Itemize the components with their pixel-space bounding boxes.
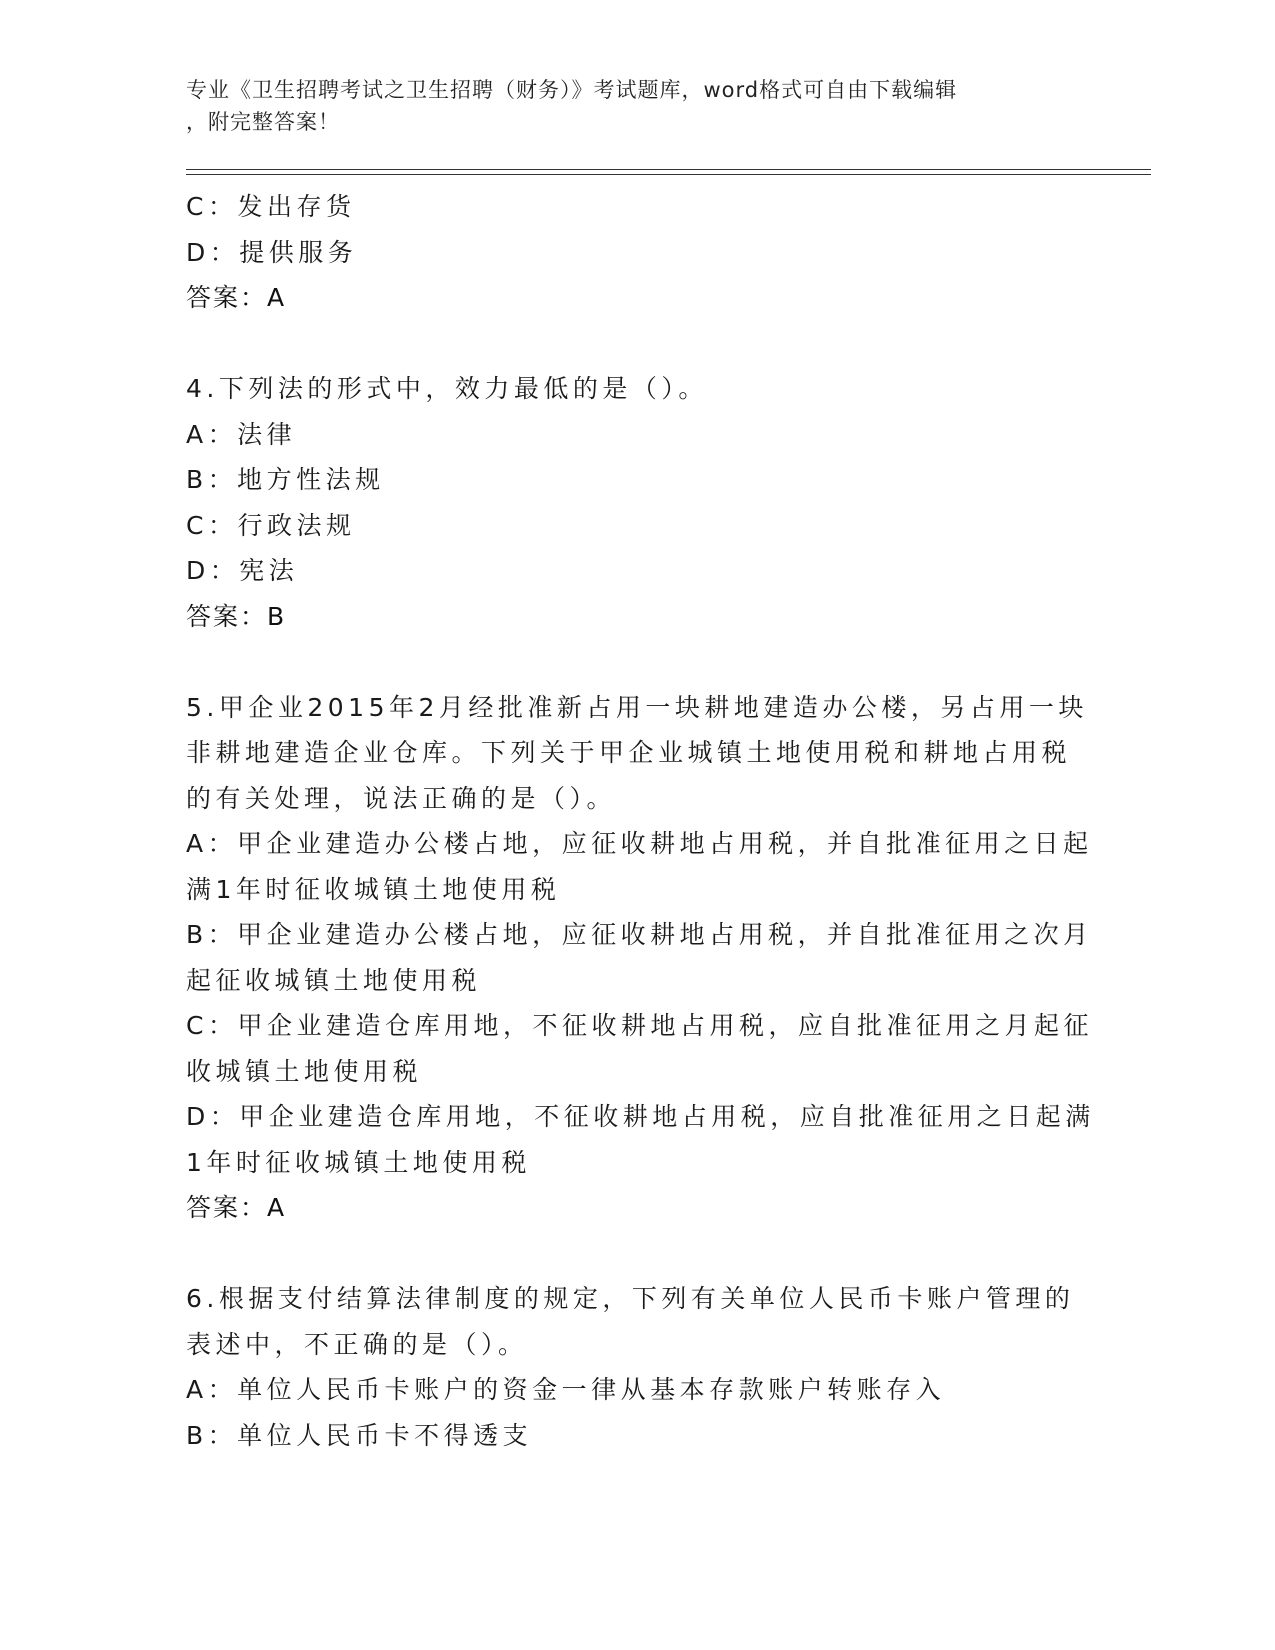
question-stem: 6.根据支付结算法律制度的规定，下列有关单位人民币卡账户管理的 bbox=[186, 1284, 1075, 1313]
option-a: A：甲企业建造办公楼占地，应征收耕地占用税，并自批准征用之日起 bbox=[186, 829, 1093, 858]
option-d: D：提供服务 bbox=[186, 237, 358, 267]
option-c: C：甲企业建造仓库用地，不征收耕地占用税，应自批准征用之月起征 bbox=[186, 1011, 1093, 1040]
option-d: D：宪法 bbox=[186, 556, 299, 585]
header-rule-bottom bbox=[186, 174, 1151, 175]
header-line-2: ，附完整答案！ bbox=[186, 110, 340, 134]
option-c: 收城镇土地使用税 bbox=[186, 1056, 423, 1086]
question-5 bbox=[186, 685, 1095, 1231]
option-d: D：甲企业建造仓库用地，不征收耕地占用税，应自批准征用之日起满 bbox=[186, 1102, 1095, 1131]
spacer bbox=[186, 1231, 1086, 1277]
answer-line: 答案：A bbox=[186, 283, 287, 312]
question-stem: 非耕地建造企业仓库。下列关于甲企业城镇土地使用税和耕地占用税 bbox=[186, 738, 1072, 767]
option-c: C：行政法规 bbox=[186, 510, 356, 540]
question-stem: 4.下列法的形式中，效力最低的是（）。 bbox=[186, 374, 708, 403]
option-b: B：地方性法规 bbox=[186, 465, 385, 494]
question-stem: 的有关处理，说法正确的是（）。 bbox=[186, 783, 617, 813]
option-b: 起征收城镇土地使用税 bbox=[186, 965, 482, 995]
document-header bbox=[186, 74, 1066, 138]
answer-line: 答案：A bbox=[186, 1193, 287, 1222]
answer-line: 答案：B bbox=[186, 601, 287, 631]
question-stem: 5.甲企业2015年2月经批准新占用一块耕地建造办公楼，另占用一块 bbox=[186, 692, 1088, 722]
question-stem: 表述中，不正确的是（）。 bbox=[186, 1329, 528, 1359]
question-content bbox=[186, 184, 1095, 1458]
spacer bbox=[186, 639, 1086, 685]
option-b: B：甲企业建造办公楼占地，应征收耕地占用税，并自批准征用之次月 bbox=[186, 920, 1093, 949]
option-a: A：法律 bbox=[186, 419, 297, 449]
question-3-tail bbox=[186, 184, 1086, 321]
option-a: A：单位人民币卡账户的资金一律从基本存款账户转账存入 bbox=[186, 1375, 946, 1404]
option-d: 1年时征收城镇土地使用税 bbox=[186, 1147, 531, 1177]
header-line-1: 专业《卫生招聘考试之卫生招聘（财务）》考试题库，word格式可自由下载编辑 bbox=[186, 78, 958, 102]
option-b: B：单位人民币卡不得透支 bbox=[186, 1420, 533, 1450]
option-c: C：发出存货 bbox=[186, 192, 356, 221]
question-6 bbox=[186, 1276, 1086, 1458]
question-4 bbox=[186, 366, 1086, 639]
spacer bbox=[186, 321, 1086, 367]
option-a: 满1年时征收城镇土地使用税 bbox=[186, 874, 561, 904]
header-rule-top bbox=[186, 169, 1151, 170]
